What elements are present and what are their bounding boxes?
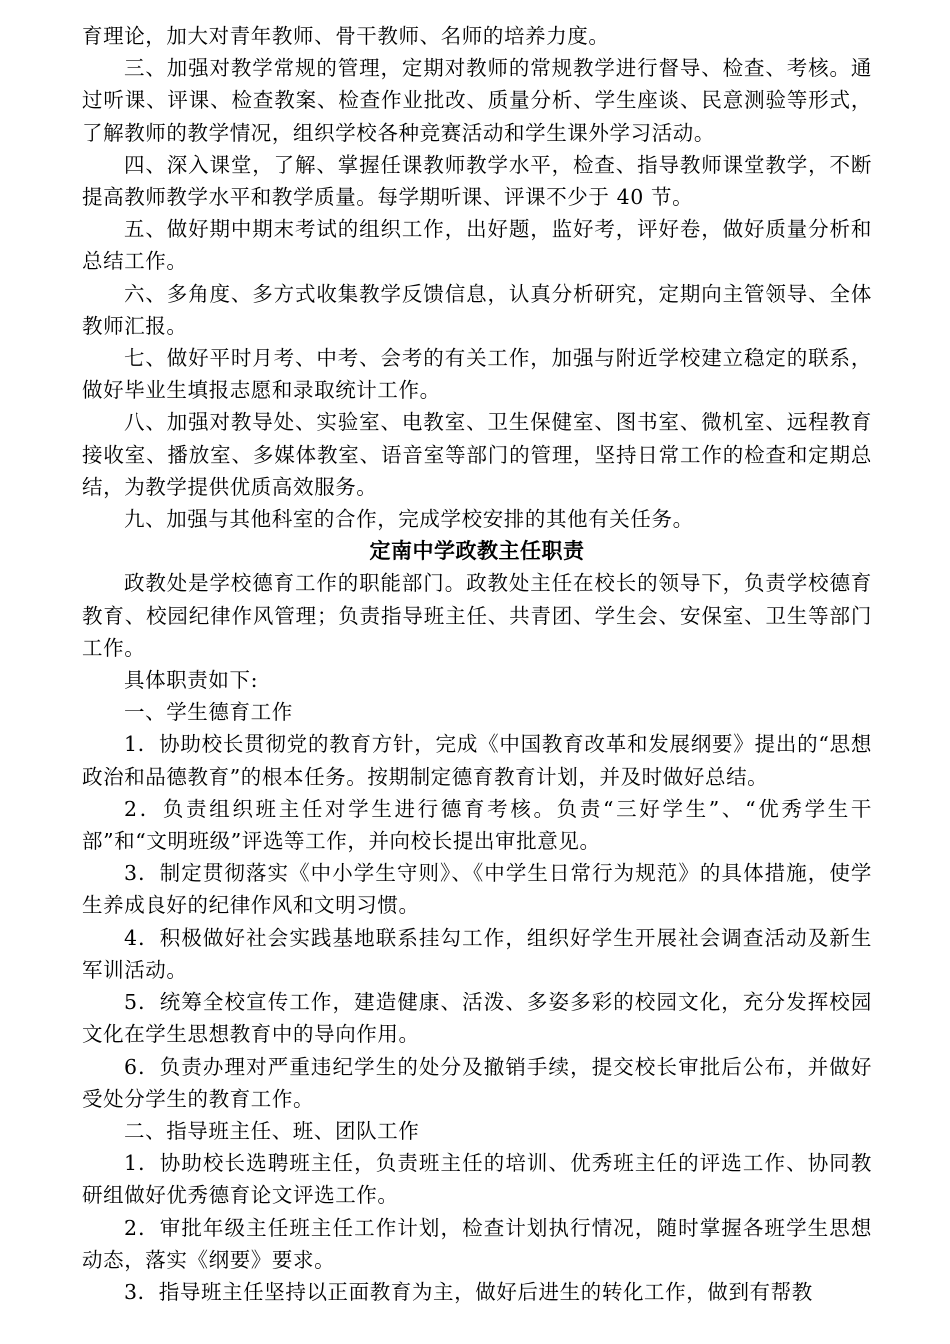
intro-paragraph: 政教处是学校德育工作的职能部门。政教处主任在校长的领导下，负责学校德育教育、校园纪律作风管理；负责指导班主任、共青团、学生会、安保室、卫生等部门工作。 [82, 571, 872, 660]
duty-item-2-2: 2．审批年级主任班主任工作计划，检查计划执行情况，随时掌握各班学生思想动态，落实《纲要》要求。 [82, 1215, 872, 1272]
subsection-heading-1: 一、学生德育工作 [124, 700, 293, 725]
paragraph-item-4: 四、深入课堂，了解、掌握任课教师教学水平，检查、指导教师课堂教学，不断提高教师教学水平和教学质量。每学期听课、评课不少于 40 节。 [82, 152, 872, 210]
paragraph-item-8: 八、加强对教导处、实验室、电教室、卫生保健室、图书室、微机室、远程教育接收室、播放室、多媒体教室、语音室等部门的管理，坚持日常工作的检查和定期总结，为教学提供优质高效服务。 [82, 410, 872, 499]
duty-item-1-1: 1．协助校长贯彻党的教育方针，完成《中国教育改革和发展纲要》提出的“思想政治和品德教育”的根本任务。按期制定德育教育计划，并及时做好总结。 [82, 732, 872, 789]
paragraph-item-7: 七、做好平时月考、中考、会考的有关工作，加强与附近学校建立稳定的联系，做好毕业生填报志愿和录取统计工作。 [82, 346, 872, 403]
paragraph-continuation: 育理论，加大对青年教师、骨干教师、名师的培养力度。 [82, 24, 610, 48]
subsection-heading-2: 二、指导班主任、班、团队工作 [124, 1118, 420, 1143]
duty-item-1-2: 2．负责组织班主任对学生进行德育考核。负责“三好学生”、“优秀学生干部”和“文明班级”评选等工作，并向校长提出审批意见。 [82, 796, 872, 854]
section-title: 定南中学政教主任职责 [369, 539, 585, 564]
paragraph-item-3: 三、加强对教学常规的管理，定期对教师的常规教学进行督导、检查、考核。通过听课、评课、检查教案、检查作业批改、质量分析、学生座谈、民意测验等形式，了解教师的教学情况，组织学校各种竞赛活动和学生课外学习活动。 [82, 56, 872, 145]
document-page [82, 0, 872, 1308]
duty-item-1-6: 6．负责办理对严重违纪学生的处分及撤销手续，提交校长审批后公布，并做好受处分学生的教育工作。 [82, 1054, 872, 1111]
duty-item-2-1: 1．协助校长选聘班主任，负责班主任的培训、优秀班主任的评选工作、协同教研组做好优秀德育论文评选工作。 [82, 1151, 872, 1208]
paragraph-item-5: 五、做好期中期末考试的组织工作，出好题，监好考，评好卷，做好质量分析和总结工作。 [82, 217, 872, 274]
duties-heading: 具体职责如下: [124, 668, 259, 693]
duty-item-1-3: 3．制定贯彻落实《中小学生守则》、《中学生日常行为规范》的具体措施，使学生养成良好的纪律作风和文明习惯。 [82, 861, 872, 918]
duty-item-1-4: 4．积极做好社会实践基地联系挂勾工作，组织好学生开展社会调查活动及新生军训活动。 [82, 925, 872, 982]
paragraph-item-6: 六、多角度、多方式收集教学反馈信息，认真分析研究，定期向主管领导、全体教师汇报。 [82, 281, 872, 338]
duty-item-2-3: 3．指导班主任坚持以正面教育为主，做好后进生的转化工作，做到有帮教 [124, 1279, 813, 1304]
duty-item-1-5: 5．统筹全校宣传工作，建造健康、活泼、多姿多彩的校园文化，充分发挥校园文化在学生思想教育中的导向作用。 [82, 990, 872, 1047]
paragraph-item-9: 九、加强与其他科室的合作，完成学校安排的其他有关任务。 [124, 507, 694, 532]
